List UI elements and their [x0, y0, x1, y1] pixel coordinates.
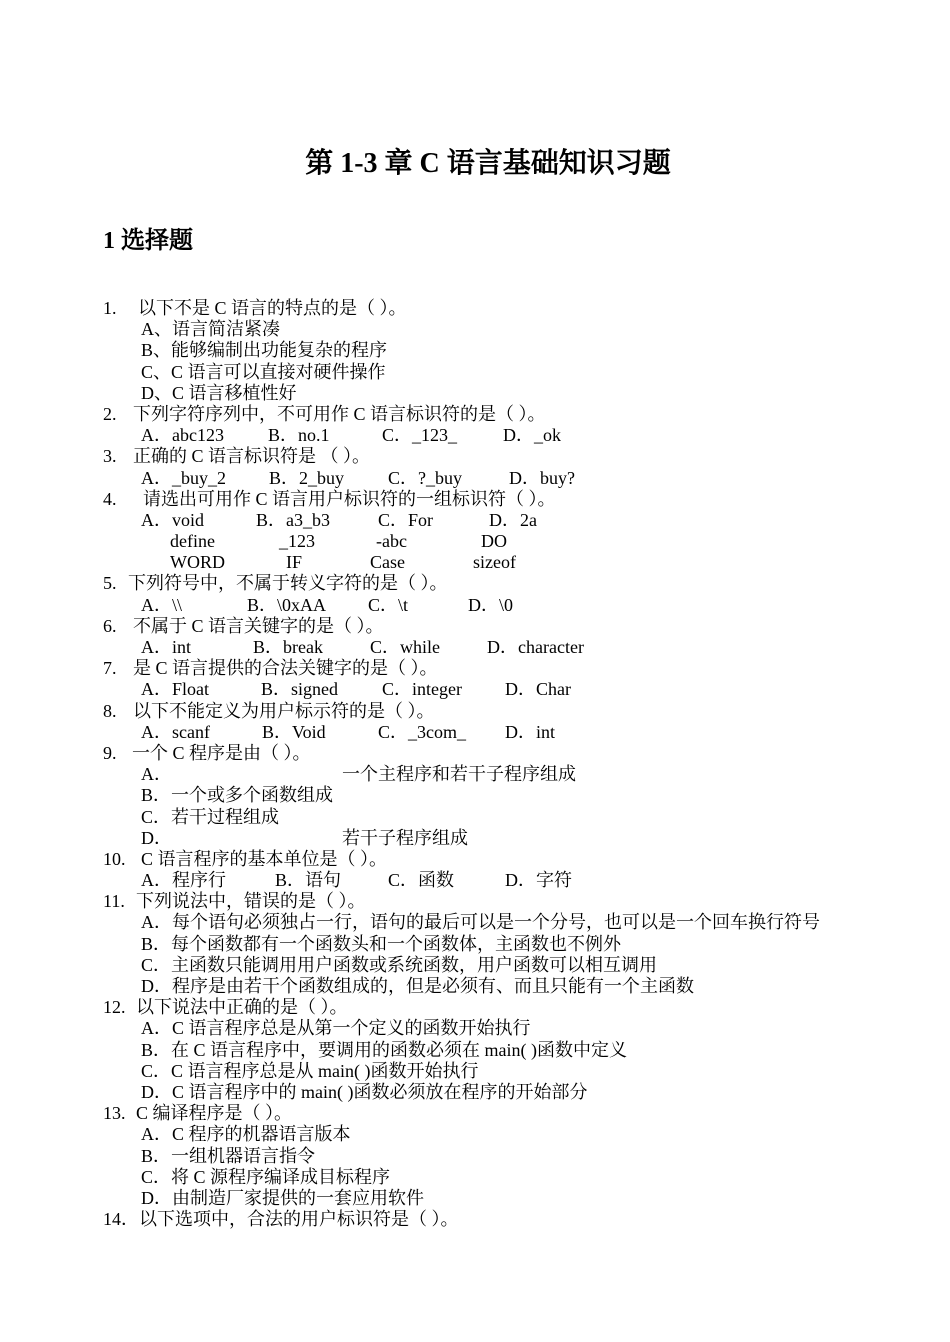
line-lead-text: 2. [103, 403, 117, 424]
text-line [0, 1146, 950, 1167]
line-lead-text: define [170, 531, 215, 552]
line-lead-text: A．Float [141, 679, 210, 700]
text-line [0, 531, 950, 552]
text-line [0, 955, 950, 976]
line-lead-text: 5. [103, 573, 117, 594]
line-segment-text: D．int [505, 721, 556, 742]
line-segment-text: C．?_buy [388, 467, 462, 488]
line-lead-text: B、能够编制出功能复杂的程序 [141, 340, 388, 361]
line-lead-text: 6. [103, 615, 117, 636]
line-lead-text: 4. [103, 488, 117, 509]
line-segment-text: _123 [279, 531, 315, 552]
line-lead-text: C、C 语言可以直接对硬件操作 [141, 361, 386, 382]
text-line [0, 404, 950, 425]
line-segment-text: B．\0xAA [247, 594, 327, 615]
text-line [0, 552, 950, 573]
line-segment-text: 一个 C 程序是由（ ）。 [132, 742, 311, 763]
line-lead-text: A．int [141, 637, 192, 657]
text-line [0, 510, 950, 531]
line-lead-text: WORD [170, 552, 225, 573]
line-segment-text: B．signed [261, 679, 339, 700]
text-line [0, 446, 950, 467]
line-lead-text: A．每个语句必须独占一行，语句的最后可以是一个分号，也可以是一个回车换行符号 [141, 912, 820, 933]
line-lead-text: B．在 C 语言程序中，要调用的函数必须在 main( )函数中定义 [141, 1039, 627, 1060]
line-segment-text: C 编译程序是（ ）。 [136, 1103, 293, 1124]
line-segment-text: 以下不能定义为用户标示符的是（ ）。 [133, 700, 435, 721]
line-lead-text: 9. [103, 742, 117, 763]
line-segment-text: C．_3com_ [378, 721, 466, 742]
text-line [0, 1018, 950, 1039]
line-lead-text: 10. [103, 848, 126, 869]
text-line [0, 785, 950, 806]
line-lead-text: C．C 语言程序总是从 main( )函数开始执行 [141, 1060, 479, 1081]
line-lead-text: A．void [141, 509, 204, 530]
text-line [0, 764, 950, 785]
line-segment-text: C．For [378, 509, 434, 530]
line-segment-text: D．buy? [509, 467, 575, 488]
text-line [0, 658, 950, 679]
text-line [0, 997, 950, 1018]
line-segment-text: IF [286, 552, 303, 573]
text-line [0, 807, 950, 828]
text-line [0, 362, 950, 383]
line-segment-text: 是 C 语言提供的合法关键字的是（ ）。 [133, 658, 438, 679]
text-line [0, 573, 950, 594]
text-line [0, 298, 950, 319]
line-lead-text: A．_buy_2 [141, 467, 226, 488]
line-lead-text: 13. [103, 1103, 126, 1124]
line-lead-text: D．C 语言程序中的 main( )函数必须放在程序的开始部分 [141, 1081, 588, 1102]
line-segment-text: C 语言程序的基本单位是（ ）。 [141, 848, 388, 869]
text-line [0, 1040, 950, 1061]
line-lead-text: A．scanf [141, 721, 210, 742]
line-segment-text: C．\t [368, 594, 409, 615]
line-segment-text: D．\0 [468, 594, 513, 615]
text-line [0, 383, 950, 404]
line-segment-text: 以下不是 C 语言的特点的是（ ）。 [138, 298, 407, 318]
line-lead-text: 14．以下选项中，合法的用户标识符是（ ）。 [103, 1209, 459, 1230]
line-segment-text: 若干子程序组成 [342, 827, 468, 848]
line-segment-text: D．_ok [503, 425, 561, 446]
line-segment-text: Case [370, 552, 405, 573]
line-segment-text: 一个主程序和若干子程序组成 [342, 764, 576, 785]
line-segment-text: B．a3_b3 [256, 509, 330, 530]
text-line [0, 1061, 950, 1082]
line-lead-text: B．一组机器语言指令 [141, 1145, 316, 1166]
text-line [0, 1082, 950, 1103]
line-lead-text: B．每个函数都有一个函数头和一个函数体，主函数也不例外 [141, 933, 622, 954]
line-segment-text: C．函数 [388, 870, 455, 891]
text-line [0, 722, 950, 743]
line-lead-text: B．一个或多个函数组成 [141, 785, 334, 806]
line-lead-text: A．C 语言程序总是从第一个定义的函数开始执行 [141, 1018, 531, 1039]
text-line [0, 595, 950, 616]
line-segment-text: B．no.1 [268, 425, 330, 446]
line-lead-text: D．由制造厂家提供的一套应用软件 [141, 1187, 424, 1208]
text-line [0, 1167, 950, 1188]
text-line [0, 976, 950, 997]
text-line [0, 637, 950, 658]
line-lead-text: C．主函数只能调用用户函数或系统函数，用户函数可以相互调用 [141, 954, 658, 975]
line-segment-text: C．while [370, 637, 440, 657]
line-segment-text: C．_123_ [382, 425, 458, 446]
text-line [0, 425, 950, 446]
line-segment-text: 正确的 C 语言标识符是 （ ）。 [133, 446, 371, 467]
text-line [0, 891, 950, 912]
text-line [0, 340, 950, 361]
question-list [0, 298, 950, 1230]
text-line [0, 870, 950, 891]
line-segment-text: 下列说法中，错误的是（ ）。 [136, 891, 366, 912]
text-line [0, 1124, 950, 1145]
line-lead-text: A．\\ [141, 594, 183, 615]
line-segment-text: B．2_buy [269, 467, 345, 488]
text-line [0, 616, 950, 637]
line-segment-text: 下列符号中，不属于转义字符的是（ ）。 [128, 573, 448, 594]
line-lead-text: 11. [103, 891, 125, 912]
line-segment-text: 下列字符序列中，不可用作 C 语言标识符的是（ ）。 [133, 403, 546, 424]
line-lead-text: 1. [103, 298, 117, 318]
line-segment-text: 请选出可用作 C 语言用户标识符的一组标识符（ ）。 [143, 488, 556, 509]
line-segment-text: -abc [376, 531, 407, 552]
line-segment-text: D．2a [489, 509, 537, 530]
text-line [0, 849, 950, 870]
line-lead-text: A．程序行 [141, 870, 226, 891]
line-segment-text: B．语句 [275, 870, 342, 891]
text-line [0, 1103, 950, 1124]
text-line [0, 1188, 950, 1209]
document-title: 第 1-3 章 C 语言基础知识习题 [305, 148, 671, 179]
text-line [0, 468, 950, 489]
text-line [0, 319, 950, 340]
line-lead-text: D．程序是由若干个函数组成的，但是必须有、而且只能有一个主函数 [141, 976, 694, 996]
section-title: 1 选择题 [103, 228, 193, 254]
line-lead-text: A．abc123 [141, 425, 224, 446]
text-line [0, 489, 950, 510]
line-segment-text: DO [481, 531, 507, 552]
line-lead-text: 3. [103, 446, 117, 467]
line-segment-text: 不属于 C 语言关键字的是（ ）。 [133, 615, 384, 636]
line-lead-text: A． [141, 764, 172, 785]
line-lead-text: 7. [103, 658, 117, 679]
text-line [0, 743, 950, 764]
line-lead-text: C．若干过程组成 [141, 806, 280, 827]
line-segment-text: 以下说法中正确的是（ ）。 [136, 997, 348, 1018]
line-segment-text: B．break [253, 637, 323, 657]
line-segment-text: D．Char [505, 679, 571, 700]
text-line [0, 679, 950, 700]
text-line [0, 828, 950, 849]
line-lead-text: A、语言简洁紧凑 [141, 319, 280, 340]
line-segment-text: D．character [487, 637, 584, 657]
text-line [0, 934, 950, 955]
line-lead-text: A．C 程序的机器语言版本 [141, 1124, 351, 1145]
line-segment-text: B．Void [262, 721, 326, 742]
text-line [0, 912, 950, 933]
text-line [0, 1209, 950, 1230]
line-lead-text: 12. [103, 997, 126, 1018]
line-lead-text: 8. [103, 700, 117, 721]
line-lead-text: D． [141, 827, 172, 848]
line-segment-text: sizeof [473, 552, 516, 573]
text-line [0, 701, 950, 722]
line-segment-text: D．字符 [505, 870, 572, 891]
line-segment-text: C．integer [382, 679, 462, 700]
line-lead-text: C．将 C 源程序编译成目标程序 [141, 1166, 391, 1187]
line-lead-text: D、C 语言移植性好 [141, 382, 297, 403]
